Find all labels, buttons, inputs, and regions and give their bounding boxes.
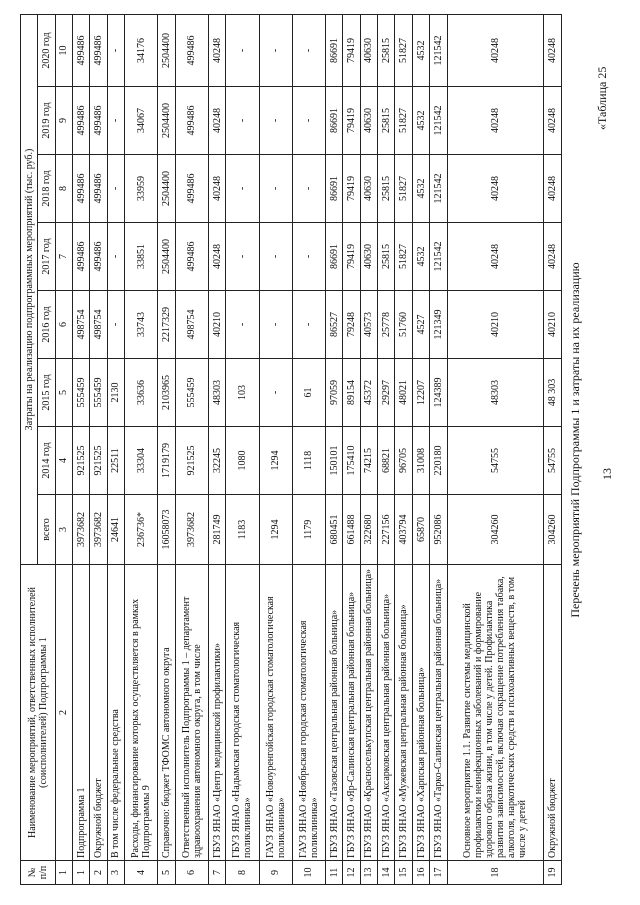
row-value: 40210 <box>208 291 225 359</box>
header-total: всего <box>38 495 55 565</box>
row-value: 40630 <box>360 155 377 223</box>
row-value: 40210 <box>544 291 562 359</box>
header-no: № п/п <box>21 861 56 885</box>
row-name: ГБУЗ ЯНАО «Тарко-Салинская центральная районная больница» <box>430 565 447 861</box>
row-value: - <box>107 87 124 155</box>
column-number-cell: 4 <box>55 427 72 495</box>
row-number: 2 <box>90 861 107 885</box>
row-value: 48 303 <box>544 359 562 427</box>
table-row <box>208 14 225 884</box>
row-value: 3973682 <box>90 495 107 565</box>
header-name: Наименование мероприятий, ответственных исполнителей (соисполнителей) Подпрограммы 1 <box>21 565 56 861</box>
row-value: 1179 <box>292 495 325 565</box>
row-value: 40248 <box>544 87 562 155</box>
row-value: 499486 <box>175 87 208 155</box>
row-value: 33636 <box>125 359 158 427</box>
row-value: 40630 <box>360 87 377 155</box>
row-number: 17 <box>430 861 447 885</box>
row-value: 33959 <box>125 155 158 223</box>
row-number: 10 <box>292 861 325 885</box>
row-value: 29297 <box>378 359 395 427</box>
column-number-cell: 10 <box>55 14 72 86</box>
document-title: Перечень мероприятий Подпрограммы 1 и затраты на их реализацию <box>568 262 582 618</box>
column-number-cell: 6 <box>55 291 72 359</box>
row-value: 51827 <box>395 14 412 86</box>
row-value: 54755 <box>447 427 544 495</box>
row-value: 4532 <box>412 223 429 291</box>
row-value: 45372 <box>360 359 377 427</box>
row-value: 48303 <box>447 359 544 427</box>
row-value: 51827 <box>395 223 412 291</box>
row-value: 220180 <box>430 427 447 495</box>
row-value: 499486 <box>73 223 90 291</box>
row-value: 3973682 <box>73 495 90 565</box>
row-value: 304260 <box>447 495 544 565</box>
row-value: 86691 <box>326 87 343 155</box>
row-number: 8 <box>226 861 259 885</box>
row-value: 68821 <box>378 427 395 495</box>
row-value: 16058073 <box>158 495 175 565</box>
header-row-top <box>21 14 38 884</box>
row-value: 121542 <box>430 155 447 223</box>
row-value: 61 <box>292 359 325 427</box>
row-value: 4532 <box>412 155 429 223</box>
row-value: 33851 <box>125 223 158 291</box>
row-value: 2103965 <box>158 359 175 427</box>
row-value: 921525 <box>73 427 90 495</box>
row-value: 499486 <box>73 14 90 86</box>
row-value: 236736* <box>125 495 158 565</box>
row-name: ГАУЗ ЯНАО «Новоуренгойская городская стоматологическая поликлиника» <box>259 565 292 861</box>
row-value: 952086 <box>430 495 447 565</box>
row-name: Окружной бюджет <box>90 565 107 861</box>
table-row <box>292 14 325 884</box>
row-value: 498754 <box>175 291 208 359</box>
row-value: 96705 <box>395 427 412 495</box>
row-name: ГАУЗ ЯНАО «Ноябрьская городская стоматологическая поликлиника» <box>292 565 325 861</box>
row-value: 40248 <box>544 155 562 223</box>
row-value: 40248 <box>447 14 544 86</box>
row-value: 65870 <box>412 495 429 565</box>
row-value: 25815 <box>378 155 395 223</box>
row-value: 1118 <box>292 427 325 495</box>
table-row <box>412 14 429 884</box>
row-value: 499486 <box>90 14 107 86</box>
row-name: Основное мероприятие 1.1. Развитие системы медицинской профилактики неинфекционных заболеваний и формирование здорового образа жизни, в том числе у детей. Профилактика развития зависимостей, включая сокращение потребления табака, алкоголя, наркотических средств и психоактивных веществ, в том числе у детей <box>447 565 544 861</box>
row-value: 12207 <box>412 359 429 427</box>
row-name: ГБУЗ ЯНАО «Красноселькупская центральная районная больница» <box>360 565 377 861</box>
row-value: 79419 <box>343 223 360 291</box>
row-name: ГБУЗ ЯНАО «Надымская городская стоматологическая поликлиника» <box>226 565 259 861</box>
row-value: 499486 <box>175 223 208 291</box>
row-value: 33743 <box>125 291 158 359</box>
row-value: - <box>259 155 292 223</box>
row-value: - <box>259 14 292 86</box>
row-value: 51827 <box>395 87 412 155</box>
column-number-cell: 2 <box>55 565 72 861</box>
table-body <box>73 14 562 884</box>
row-value: 499486 <box>73 87 90 155</box>
column-number-cell: 7 <box>55 223 72 291</box>
row-value: - <box>226 87 259 155</box>
row-value: 48021 <box>395 359 412 427</box>
column-number-cell: 5 <box>55 359 72 427</box>
row-value: 499486 <box>73 155 90 223</box>
row-value: 227156 <box>378 495 395 565</box>
row-value: 40248 <box>208 87 225 155</box>
row-value: 1294 <box>259 427 292 495</box>
row-value: - <box>226 291 259 359</box>
row-value: 2504400 <box>158 14 175 86</box>
row-value: 121542 <box>430 14 447 86</box>
row-value: 2217329 <box>158 291 175 359</box>
row-name: ГБУЗ ЯНАО «Яр-Салинская центральная районная больница» <box>343 565 360 861</box>
row-value: 40248 <box>544 14 562 86</box>
row-name: Расходы, финансирование которых осуществляется в рамках Подпрограммы 9 <box>125 565 158 861</box>
row-value: 555459 <box>90 359 107 427</box>
row-name: Ответственный исполнитель Подпрограммы 1 – департамент здравоохранения автономного округа, в том числе <box>175 565 208 861</box>
row-value: 40248 <box>447 87 544 155</box>
header-year: 2018 год <box>38 155 55 223</box>
rotated-sheet <box>20 10 620 890</box>
row-value: 31008 <box>412 427 429 495</box>
row-name: ГБУЗ ЯНАО «Центр медицинской профилактики» <box>208 565 225 861</box>
row-value: 103 <box>226 359 259 427</box>
row-value: 25815 <box>378 87 395 155</box>
row-value: 680451 <box>326 495 343 565</box>
header-year: 2015 год <box>38 359 55 427</box>
header-year: 2020 год <box>38 14 55 86</box>
table-row <box>226 14 259 884</box>
row-value: 2130 <box>107 359 124 427</box>
row-name: Подпрограмма 1 <box>73 565 90 861</box>
row-value: 499486 <box>90 155 107 223</box>
column-number-cell: 8 <box>55 155 72 223</box>
table-row <box>378 14 395 884</box>
row-value: 403794 <box>395 495 412 565</box>
page-number: 13 <box>600 468 614 480</box>
row-value: 175410 <box>343 427 360 495</box>
row-name: В том числе федеральные средства <box>107 565 124 861</box>
row-value: 555459 <box>175 359 208 427</box>
row-value: 54755 <box>544 427 562 495</box>
row-number: 12 <box>343 861 360 885</box>
row-value: 1294 <box>259 495 292 565</box>
row-value: 32245 <box>208 427 225 495</box>
row-value: 2504400 <box>158 223 175 291</box>
row-value: - <box>259 223 292 291</box>
row-value: - <box>107 155 124 223</box>
table-row <box>107 14 124 884</box>
row-value: 121349 <box>430 291 447 359</box>
row-value: 22511 <box>107 427 124 495</box>
row-value: 150101 <box>326 427 343 495</box>
row-value: 25815 <box>378 223 395 291</box>
row-number: 5 <box>158 861 175 885</box>
row-value: - <box>292 14 325 86</box>
row-value: - <box>259 291 292 359</box>
row-value: 25778 <box>378 291 395 359</box>
row-value: 921525 <box>175 427 208 495</box>
row-value: 921525 <box>90 427 107 495</box>
row-name: ГБУЗ ЯНАО «Харпская районная больница» <box>412 565 429 861</box>
row-value: 40248 <box>208 223 225 291</box>
row-value: 79248 <box>343 291 360 359</box>
table-row <box>326 14 343 884</box>
row-value: 86527 <box>326 291 343 359</box>
row-value: 79419 <box>343 87 360 155</box>
row-value: 86691 <box>326 223 343 291</box>
row-value: 4532 <box>412 87 429 155</box>
row-name: ГБУЗ ЯНАО «Аксарковская центральная районная больница» <box>378 565 395 861</box>
row-value: 86691 <box>326 14 343 86</box>
table-row <box>360 14 377 884</box>
row-value: - <box>226 223 259 291</box>
row-value: 1719179 <box>158 427 175 495</box>
row-value: - <box>292 223 325 291</box>
row-value: 2504400 <box>158 87 175 155</box>
header-year: 2016 год <box>38 291 55 359</box>
row-value: 97059 <box>326 359 343 427</box>
row-value: - <box>292 87 325 155</box>
row-value: - <box>226 14 259 86</box>
row-value: 48303 <box>208 359 225 427</box>
row-value: 661488 <box>343 495 360 565</box>
row-value: 121542 <box>430 87 447 155</box>
table-row <box>175 14 208 884</box>
row-value: 40248 <box>544 223 562 291</box>
table-row <box>343 14 360 884</box>
row-value: 51760 <box>395 291 412 359</box>
row-name: Справочно: бюджет ТФОМС автономного округа <box>158 565 175 861</box>
row-value: - <box>107 223 124 291</box>
table-row <box>395 14 412 884</box>
row-value: - <box>107 14 124 86</box>
table-label: «Таблица 25 <box>595 66 609 130</box>
row-value: 304260 <box>544 495 562 565</box>
table-row <box>73 14 90 884</box>
row-value: 40573 <box>360 291 377 359</box>
row-value: 555459 <box>73 359 90 427</box>
row-value: 34176 <box>125 14 158 86</box>
row-value: 499486 <box>90 87 107 155</box>
table-row <box>447 14 544 884</box>
row-number: 9 <box>259 861 292 885</box>
row-value: 498754 <box>90 291 107 359</box>
row-number: 7 <box>208 861 225 885</box>
row-value: 121542 <box>430 223 447 291</box>
row-value: 498754 <box>73 291 90 359</box>
row-value: 40630 <box>360 14 377 86</box>
row-value: - <box>292 291 325 359</box>
row-number: 1 <box>73 861 90 885</box>
row-value: 79419 <box>343 14 360 86</box>
row-value: 24641 <box>107 495 124 565</box>
table-row <box>430 14 447 884</box>
column-number-cell: 1 <box>55 861 72 885</box>
table-row <box>90 14 107 884</box>
row-value: 89154 <box>343 359 360 427</box>
row-value: 2504400 <box>158 155 175 223</box>
row-value: 86691 <box>326 155 343 223</box>
row-name: ГБУЗ ЯНАО «Тазовская центральная районная больница» <box>326 565 343 861</box>
row-value: 51827 <box>395 155 412 223</box>
row-value: 34067 <box>125 87 158 155</box>
row-value: 40248 <box>208 155 225 223</box>
row-number: 4 <box>125 861 158 885</box>
row-value: - <box>226 155 259 223</box>
expenses-table <box>20 14 562 885</box>
row-value: 499486 <box>175 14 208 86</box>
row-name: Окружной бюджет <box>544 565 562 861</box>
row-value: 281749 <box>208 495 225 565</box>
table-row <box>544 14 562 884</box>
row-number: 13 <box>360 861 377 885</box>
row-value: 124389 <box>430 359 447 427</box>
row-number: 6 <box>175 861 208 885</box>
row-number: 16 <box>412 861 429 885</box>
row-value: 40248 <box>208 14 225 86</box>
table-row <box>259 14 292 884</box>
row-value: 1080 <box>226 427 259 495</box>
table-row <box>125 14 158 884</box>
header-costs: Затраты на реализацию подпрограммных мероприятий (тыс. руб.) <box>21 14 38 564</box>
row-value: - <box>292 155 325 223</box>
row-value: 79419 <box>343 155 360 223</box>
row-value: 4532 <box>412 14 429 86</box>
row-value: 40248 <box>447 155 544 223</box>
row-number: 18 <box>447 861 544 885</box>
row-value: 322680 <box>360 495 377 565</box>
row-value: 3973682 <box>175 495 208 565</box>
header-year: 2017 год <box>38 223 55 291</box>
row-value: - <box>107 291 124 359</box>
row-value: 4527 <box>412 291 429 359</box>
row-value: 40630 <box>360 223 377 291</box>
row-value: 25815 <box>378 14 395 86</box>
row-value: 40248 <box>447 223 544 291</box>
row-number: 11 <box>326 861 343 885</box>
column-number-cell: 9 <box>55 87 72 155</box>
header-year: 2019 год <box>38 87 55 155</box>
header-year: 2014 год <box>38 427 55 495</box>
row-number: 19 <box>544 861 562 885</box>
row-value: 33304 <box>125 427 158 495</box>
row-number: 3 <box>107 861 124 885</box>
row-value: 74215 <box>360 427 377 495</box>
row-value: 40210 <box>447 291 544 359</box>
column-number-cell: 3 <box>55 495 72 565</box>
row-value: 1183 <box>226 495 259 565</box>
row-value: - <box>259 359 292 427</box>
row-name: ГБУЗ ЯНАО «Мужевская центральная районная больница» <box>395 565 412 861</box>
row-number: 14 <box>378 861 395 885</box>
table-row <box>158 14 175 884</box>
column-number-row <box>55 14 72 884</box>
row-value: 499486 <box>90 223 107 291</box>
row-value: - <box>259 87 292 155</box>
row-value: 499486 <box>175 155 208 223</box>
row-number: 15 <box>395 861 412 885</box>
